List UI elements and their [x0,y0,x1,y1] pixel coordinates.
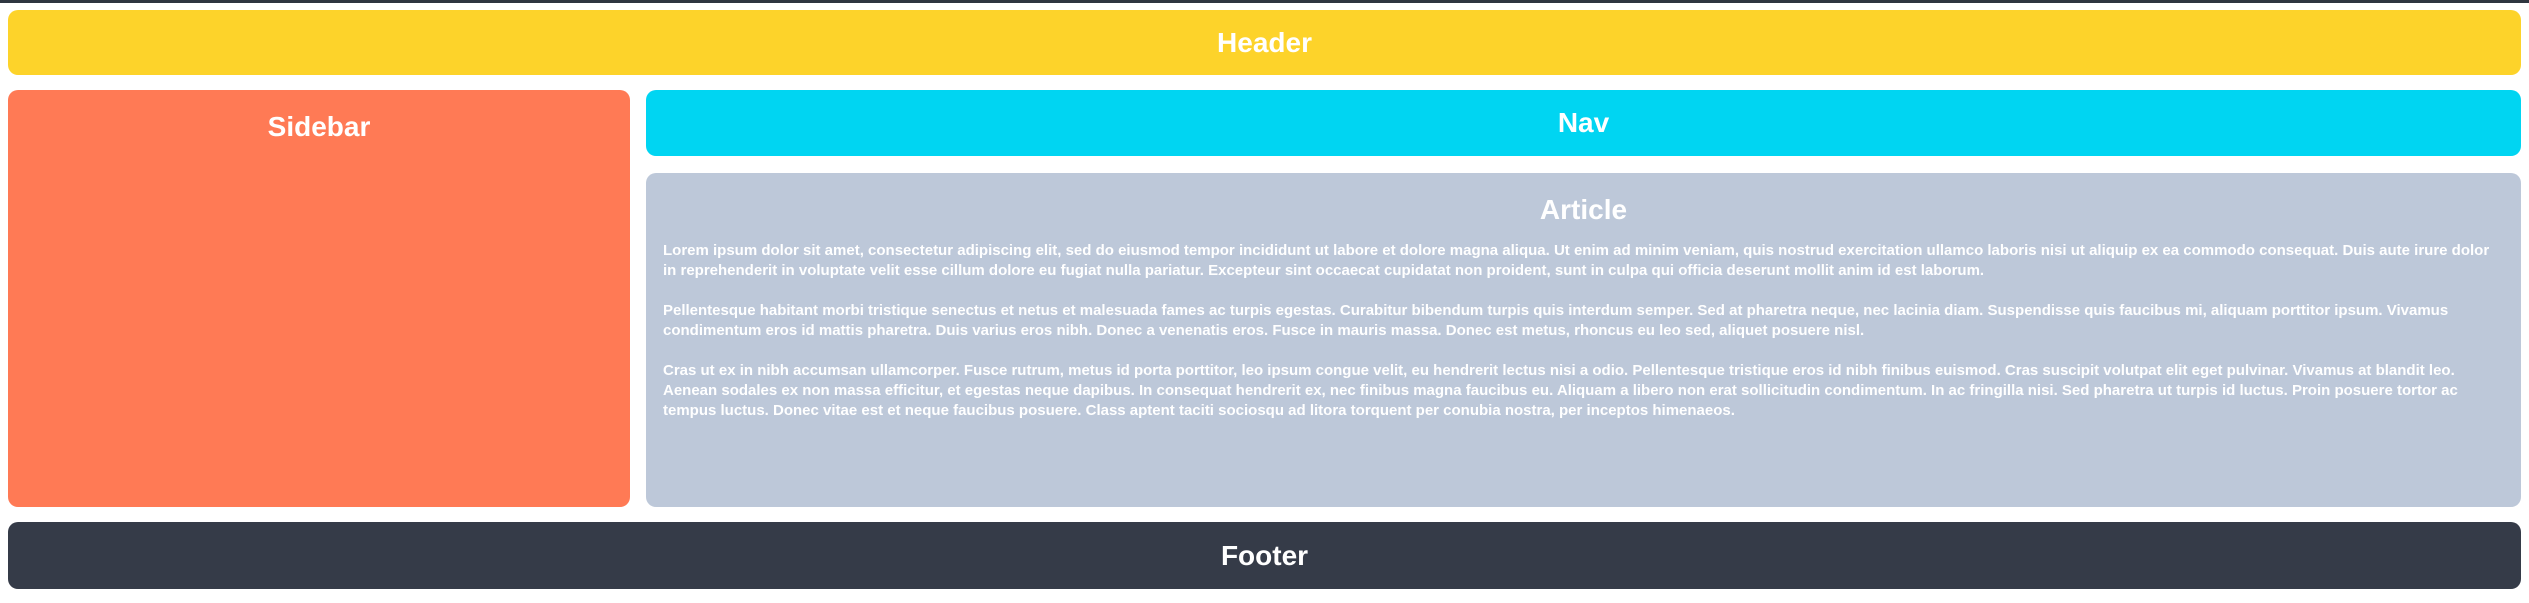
article-paragraph: Pellentesque habitant morbi tristique senectus et netus et malesuada fames ac turpis egestas. Curabitur bibendum turpis quis interdum semper. Sed at pharetra neque, nec lacinia diam. Suspendisse quis faucibus mi, aliquam porttitor ipsum. Vivamus condimentum eros id mattis pharetra. Duis varius eros nibh. Donec a venenatis eros. Fusce in mauris massa. Donec est metus, rhoncus eu leo sed, aliquet posuere nisl. [663,302,2449,339]
footer-title: Footer [1220,539,1309,571]
footer-bar [8,522,2521,589]
sidebar-panel [8,90,630,507]
sidebar-title: Sidebar [267,111,371,142]
header-title: Header [1217,26,1312,58]
article-paragraph: Lorem ipsum dolor sit amet, consectetur adipiscing elit, sed do eiusmod tempor incididunt ut labore et dolore magna aliqua. Ut enim ad minim veniam, quis nostrud exercitation ullamco laboris nisi ut aliquip ex ea commodo consequat. Duis aute irure dolor in reprehenderit in voluptate velit esse cillum dolore eu fugiat nulla pariatur. Excepteur sint occaecat cupidatat non proident, sunt in culpa qui officia deserunt mollit anim id est laborum. [663,242,2490,279]
page-body [0,3,2529,589]
main-column [646,90,2521,507]
header-banner [8,10,2521,75]
article-title: Article [1539,194,1628,225]
article-paragraph: Cras ut ex in nibh accumsan ullamcorper. Fusce rutrum, metus id porta porttitor, leo ipsum congue velit, eu hendrerit lectus nisi a odio. Pellentesque tristique eros id nibh finibus euismod. Cras suscipit volutpat elit eget pulvinar. Vivamus at blandit leo. Aenean sodales ex non massa efficitur, et egestas neque dapibus. In consequat hendrerit ex, nec finibus magna faucibus eu. Aliquam a libero non erat sollicitudin condimentum. In ac fringilla nisi. Sed pharetra ut turpis id luctus. Proin posuere tortor ac tempus luctus. Donec vitae est et neque faucibus posuere. Class aptent taciti sociosqu ad litora torquent per conubia nostra, per inceptos himenaeos. [663,362,2458,419]
content-row [8,90,2521,507]
article-panel [646,173,2521,507]
nav-title: Nav [1557,107,1610,138]
nav-bar [646,90,2521,156]
